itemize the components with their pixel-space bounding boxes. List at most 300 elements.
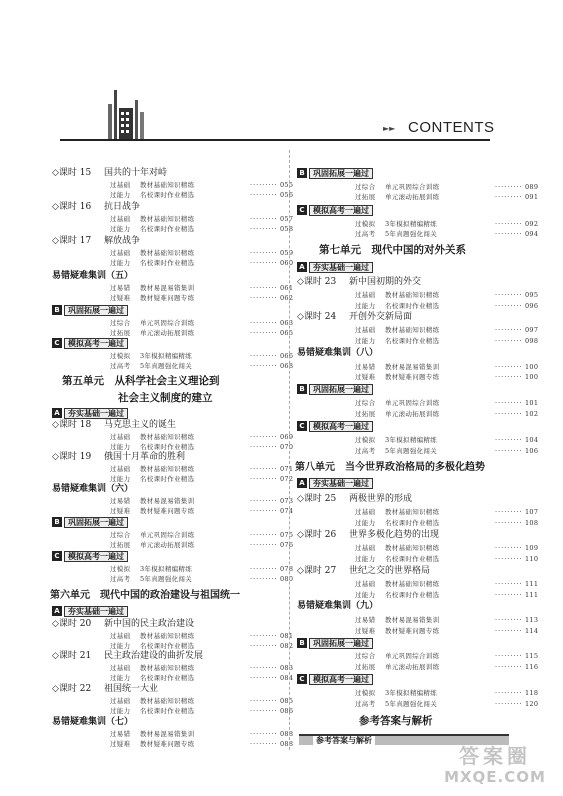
sub-text: 名校课时作业精选 — [385, 337, 440, 345]
sub-entry[interactable] — [110, 696, 293, 706]
page-number: 110 — [525, 555, 539, 563]
sub-text: 名校课时作业精选 — [140, 225, 195, 233]
sub-text: 5年真题强化闯关 — [140, 575, 193, 583]
sub-label: 过综合 — [355, 183, 376, 191]
sub-label: 过基础 — [110, 465, 131, 473]
section-b-heading[interactable] — [297, 638, 373, 650]
page-number: 083 — [280, 664, 294, 672]
page-number: 062 — [280, 294, 294, 302]
lesson-title: 两极世界的形成 — [349, 494, 413, 504]
lesson-number: ◇课时 21 — [52, 651, 92, 661]
sub-text: 教材基础知识精练 — [385, 326, 440, 334]
lesson-number: ◇课时 23 — [297, 277, 337, 287]
sub-text: 5年真题强化闯关 — [385, 230, 438, 238]
page-number: 063 — [280, 319, 294, 327]
header-arrows: ►► — [383, 124, 396, 133]
sub-text: 教材基础知识精练 — [140, 215, 195, 223]
leader-dots: ········· — [495, 230, 523, 238]
sub-label: 过高考 — [355, 230, 376, 238]
leader-dots: ········· — [495, 700, 523, 708]
sub-label: 过基础 — [110, 249, 131, 257]
lesson-27[interactable] — [297, 566, 430, 577]
lesson-21[interactable] — [52, 651, 203, 662]
lesson-title: 马克思主义的诞生 — [104, 420, 177, 430]
page-number: 081 — [280, 632, 294, 640]
lesson-number: ◇课时 17 — [52, 236, 92, 246]
sub-entry[interactable] — [355, 615, 538, 625]
leader-dots: ········· — [495, 183, 523, 191]
page-number: 075 — [280, 531, 294, 539]
sub-text: 3年模拟精编精练 — [385, 220, 438, 228]
sub-label: 过基础 — [355, 508, 376, 516]
section-letter-badge: A — [297, 478, 307, 488]
page-number: 102 — [525, 410, 539, 418]
page-number: 084 — [280, 674, 294, 682]
sub-text: 3年模拟精编精练 — [385, 436, 438, 444]
leader-dots: ········· — [250, 541, 278, 549]
sub-text: 教材基础知识精练 — [140, 249, 195, 257]
page-number: 088 — [280, 730, 294, 738]
sub-entry[interactable] — [110, 248, 293, 258]
lesson-25[interactable] — [297, 494, 412, 505]
leader-dots: ········· — [250, 697, 278, 705]
header-title: CONTENTS — [408, 119, 495, 136]
page-number: 060 — [280, 259, 294, 267]
leader-dots: ········· — [495, 410, 523, 418]
lesson-22[interactable] — [52, 684, 158, 695]
section-letter-badge: C — [297, 421, 307, 431]
sub-entry[interactable] — [110, 464, 293, 474]
section-c-heading[interactable] — [297, 205, 373, 217]
sub-label: 过能力 — [355, 519, 376, 527]
sub-entry[interactable] — [110, 631, 293, 641]
unit-8-heading[interactable]: 第八单元 当今世界政治格局的多极化趋势 — [295, 462, 485, 473]
page-number: 088 — [280, 740, 294, 748]
page-number: 061 — [280, 284, 294, 292]
lesson-17[interactable] — [52, 236, 140, 247]
section-letter-badge: B — [297, 384, 307, 394]
sub-label: 过能力 — [355, 302, 376, 310]
leader-dots: ········· — [250, 362, 278, 370]
sub-entry[interactable] — [110, 663, 293, 673]
lesson-19[interactable] — [52, 452, 185, 463]
sub-entry[interactable] — [355, 219, 538, 229]
sub-entry[interactable] — [355, 590, 538, 600]
lesson-title: 抗日战争 — [104, 202, 141, 212]
page-number: 086 — [280, 707, 294, 715]
sub-text: 教材基础知识精练 — [140, 697, 195, 705]
sub-entry[interactable] — [110, 258, 293, 268]
sub-entry[interactable] — [110, 190, 293, 200]
sub-entry[interactable] — [355, 398, 538, 408]
page-number: 095 — [525, 291, 539, 299]
lesson-number: ◇课时 15 — [52, 168, 92, 178]
sub-text: 教材易混易错集训 — [385, 616, 440, 624]
sub-label: 过基础 — [110, 181, 131, 189]
section-b-heading[interactable] — [297, 384, 373, 396]
leader-dots: ········· — [250, 294, 278, 302]
sub-entry[interactable] — [110, 496, 293, 506]
leader-dots: ········· — [250, 707, 278, 715]
sub-label: 过综合 — [355, 652, 376, 660]
leader-dots: ········· — [495, 663, 523, 671]
leader-dots: ········· — [250, 181, 278, 189]
leader-dots: ········· — [250, 352, 278, 360]
sub-entry[interactable] — [110, 506, 293, 516]
sub-entry[interactable] — [355, 182, 538, 192]
sub-text: 单元巩固综合训练 — [140, 319, 195, 327]
sub-entry[interactable] — [110, 432, 293, 442]
sub-text: 单元巩固综合训练 — [385, 652, 440, 660]
sub-label: 过易错 — [355, 363, 376, 371]
sub-label: 过模拟 — [355, 689, 376, 697]
leader-dots: ········· — [250, 531, 278, 539]
section-letter-badge: C — [297, 205, 307, 215]
section-a-heading[interactable] — [52, 408, 128, 420]
sub-text: 教材疑难问题专练 — [140, 740, 195, 748]
sub-text: 单元巩固综合训练 — [140, 531, 195, 539]
page-number: 071 — [280, 465, 294, 473]
sub-text: 单元滚动拓展训练 — [385, 663, 440, 671]
sub-entry[interactable] — [110, 530, 293, 540]
sub-label: 过基础 — [355, 326, 376, 334]
sub-entry[interactable] — [110, 442, 293, 452]
sub-text: 名校课时作业精选 — [385, 555, 440, 563]
leader-dots: ········· — [495, 508, 523, 516]
leader-dots: ········· — [495, 519, 523, 527]
page-number: 092 — [525, 220, 539, 228]
sub-text: 教材易混易错集训 — [385, 363, 440, 371]
sub-text: 3年模拟精编精练 — [140, 565, 193, 573]
watermark-url: MXQE.COM — [444, 768, 546, 786]
section-letter-badge: B — [52, 305, 62, 315]
section-b-heading[interactable] — [52, 517, 128, 529]
section-c-heading[interactable] — [297, 421, 373, 433]
sub-entry[interactable] — [355, 507, 538, 517]
sub-entry[interactable] — [355, 301, 538, 311]
sub-label: 过拓展 — [355, 193, 376, 201]
sub-label: 过基础 — [110, 215, 131, 223]
sub-text: 教材基础知识精练 — [385, 580, 440, 588]
watermark-text: 答案圈 — [459, 744, 531, 768]
page-number: 065 — [280, 329, 294, 337]
leader-dots: ········· — [495, 220, 523, 228]
sub-label: 过模拟 — [110, 565, 131, 573]
sub-label: 过能力 — [110, 475, 131, 483]
leader-dots: ········· — [495, 399, 523, 407]
sub-entry[interactable] — [110, 328, 293, 338]
sub-entry[interactable] — [110, 706, 293, 716]
page-number: 096 — [525, 302, 539, 310]
sub-label: 过基础 — [355, 544, 376, 552]
sub-text: 教材基础知识精练 — [385, 291, 440, 299]
section-letter-badge: C — [52, 338, 62, 348]
leader-dots: ········· — [495, 591, 523, 599]
page-number: 066 — [280, 352, 294, 360]
section-letter-badge: C — [52, 551, 62, 561]
unit-7-heading[interactable]: 第七单元 现代中国的对外关系 — [319, 244, 466, 256]
section-letter-badge: A — [297, 262, 307, 272]
leader-dots: ········· — [495, 373, 523, 381]
section-title: 夯实基础一遍过 — [309, 262, 373, 273]
sub-entry[interactable] — [355, 192, 538, 202]
unit-5-heading[interactable]: 第五单元 从科学社会主义理论到 — [62, 375, 220, 387]
page-number: 101 — [525, 399, 539, 407]
page-number: 057 — [280, 215, 294, 223]
section-title: 巩固拓展一遍过 — [309, 168, 373, 179]
section-letter-badge: B — [297, 168, 307, 178]
sub-entry[interactable] — [110, 224, 293, 234]
sub-label: 过高考 — [110, 575, 131, 583]
leader-dots: ········· — [495, 337, 523, 345]
lesson-title: 新中国初期的外交 — [349, 277, 422, 287]
sub-entry[interactable] — [110, 540, 293, 550]
sub-entry[interactable] — [355, 409, 538, 419]
page-number: 080 — [280, 575, 294, 583]
leader-dots: ········· — [495, 326, 523, 334]
page-number: 111 — [525, 591, 539, 599]
review-heading-5[interactable]: 易错疑难集训（五） — [52, 271, 134, 281]
sub-text: 教材疑难问题专练 — [385, 627, 440, 635]
sub-label: 过模拟 — [355, 220, 376, 228]
sub-text: 名校课时作业精选 — [140, 443, 195, 451]
sub-entry[interactable] — [110, 564, 293, 574]
sub-entry[interactable] — [355, 229, 538, 239]
leader-dots: ········· — [495, 363, 523, 371]
section-title: 模拟高考一遍过 — [64, 551, 128, 562]
sub-text: 单元滚动拓展训练 — [140, 329, 195, 337]
page-number: 111 — [525, 580, 539, 588]
lesson-title: 开创外交新局面 — [349, 312, 413, 322]
page-number: 120 — [525, 700, 539, 708]
sub-label: 过疑难 — [355, 373, 376, 381]
sub-text: 单元巩固综合训练 — [385, 399, 440, 407]
sub-text: 单元滚动拓展训练 — [140, 541, 195, 549]
leader-dots: ········· — [250, 575, 278, 583]
sub-label: 过基础 — [110, 433, 131, 441]
lesson-20[interactable] — [52, 619, 194, 630]
lesson-number: ◇课时 18 — [52, 420, 92, 430]
sub-entry[interactable] — [355, 446, 538, 456]
sub-label: 过综合 — [110, 531, 131, 539]
sub-entry[interactable] — [110, 361, 293, 371]
sub-entry[interactable] — [110, 739, 293, 749]
leader-dots: ········· — [495, 193, 523, 201]
lesson-number: ◇课时 20 — [52, 619, 92, 629]
sub-text: 名校课时作业精选 — [140, 674, 195, 682]
page-number: 059 — [280, 249, 294, 257]
leader-dots: ········· — [250, 443, 278, 451]
sub-text: 教材疑难问题专练 — [140, 507, 195, 515]
sub-text: 教材基础知识精练 — [140, 632, 195, 640]
sub-label: 过能力 — [110, 191, 131, 199]
sub-label: 过高考 — [355, 447, 376, 455]
section-c-heading[interactable] — [52, 338, 128, 350]
leader-dots: ········· — [495, 544, 523, 552]
page-number: 069 — [280, 433, 294, 441]
lesson-number: ◇课时 19 — [52, 452, 92, 462]
leader-dots: ········· — [250, 215, 278, 223]
section-a-heading[interactable] — [52, 606, 128, 618]
leader-dots: ········· — [495, 627, 523, 635]
page-number: 100 — [525, 373, 539, 381]
lesson-title: 国共的十年对峙 — [104, 168, 168, 178]
sub-entry[interactable] — [355, 336, 538, 346]
lesson-15[interactable] — [52, 168, 167, 179]
sub-entry[interactable] — [355, 518, 538, 528]
sub-entry[interactable] — [110, 214, 293, 224]
sub-entry[interactable] — [110, 729, 293, 739]
sub-label: 过拓展 — [110, 329, 131, 337]
sub-entry[interactable] — [355, 290, 538, 300]
sub-text: 名校课时作业精选 — [140, 475, 195, 483]
sub-entry[interactable] — [355, 325, 538, 335]
sub-entry[interactable] — [110, 318, 293, 328]
lesson-number: ◇课时 25 — [297, 494, 337, 504]
sub-label: 过基础 — [110, 632, 131, 640]
section-a-heading[interactable] — [297, 478, 373, 490]
leader-dots: ········· — [250, 191, 278, 199]
sub-entry[interactable] — [355, 579, 538, 589]
sub-entry[interactable] — [110, 180, 293, 190]
lesson-number: ◇课时 24 — [297, 312, 337, 322]
sub-label: 过能力 — [110, 642, 131, 650]
answers-bar-label: 参考答案与解析 — [313, 736, 375, 745]
sub-label: 过疑难 — [355, 627, 376, 635]
sub-text: 名校课时作业精选 — [140, 707, 195, 715]
sub-text: 教材易混易错集训 — [140, 497, 195, 505]
lesson-24[interactable] — [297, 312, 412, 323]
sub-text: 教材疑难问题专练 — [385, 373, 440, 381]
sub-label: 过能力 — [110, 443, 131, 451]
lesson-number: ◇课时 27 — [297, 566, 337, 576]
leader-dots: ········· — [250, 329, 278, 337]
leader-dots: ········· — [250, 465, 278, 473]
page-number: 076 — [280, 541, 294, 549]
page-number: 113 — [525, 616, 539, 624]
right-column — [297, 0, 547, 796]
leader-dots: ········· — [250, 475, 278, 483]
section-title: 夯实基础一遍过 — [64, 606, 128, 617]
page-number: 085 — [280, 697, 294, 705]
leader-dots: ········· — [250, 507, 278, 515]
section-title: 夯实基础一遍过 — [309, 478, 373, 489]
review-heading-7[interactable]: 易错疑难集训（七） — [52, 717, 134, 727]
sub-label: 过拓展 — [355, 410, 376, 418]
lesson-18[interactable] — [52, 420, 176, 431]
lesson-26[interactable] — [297, 530, 439, 541]
sub-text: 名校课时作业精选 — [385, 302, 440, 310]
sub-entry[interactable] — [355, 626, 538, 636]
page-number: 115 — [525, 652, 539, 660]
sub-label: 过基础 — [110, 664, 131, 672]
page-number: 073 — [280, 497, 294, 505]
lesson-title: 俄国十月革命的胜利 — [104, 452, 186, 462]
sub-text: 教材基础知识精练 — [140, 465, 195, 473]
sub-text: 教材基础知识精练 — [140, 433, 195, 441]
page-number: 098 — [525, 337, 539, 345]
sub-entry[interactable] — [355, 554, 538, 564]
page-number: 109 — [525, 544, 539, 552]
sub-entry[interactable] — [355, 651, 538, 661]
page-number: 056 — [280, 191, 294, 199]
sub-label: 过能力 — [110, 259, 131, 267]
sub-label: 过综合 — [355, 399, 376, 407]
sub-entry[interactable] — [355, 662, 538, 672]
section-title: 模拟高考一遍过 — [309, 421, 373, 432]
sub-entry[interactable] — [355, 362, 538, 372]
lesson-number: ◇课时 16 — [52, 202, 92, 212]
section-letter-badge: C — [297, 674, 307, 684]
watermark — [432, 744, 558, 792]
sub-label: 过拓展 — [355, 663, 376, 671]
unit-6-heading[interactable]: 第六单元 现代中国的政治建设与祖国统一 — [50, 590, 240, 601]
sub-text: 教材疑难问题专练 — [140, 294, 195, 302]
page-number: 070 — [280, 443, 294, 451]
section-b-heading[interactable] — [52, 305, 128, 317]
section-title: 巩固拓展一遍过 — [309, 638, 373, 649]
section-a-heading[interactable] — [297, 262, 373, 274]
section-letter-badge: B — [52, 517, 62, 527]
page-number: 091 — [525, 193, 539, 201]
page-number: 074 — [280, 507, 294, 515]
sub-label: 过模拟 — [110, 352, 131, 360]
lesson-23[interactable] — [297, 277, 421, 288]
sub-entry[interactable] — [355, 435, 538, 445]
section-b-heading[interactable] — [297, 168, 373, 180]
sub-text: 单元巩固综合训练 — [385, 183, 440, 191]
leader-dots: ········· — [250, 259, 278, 267]
lesson-16[interactable] — [52, 202, 140, 213]
review-heading-8[interactable]: 易错疑难集训（八） — [297, 348, 379, 358]
sub-label: 过模拟 — [355, 436, 376, 444]
sub-label: 过高考 — [355, 700, 376, 708]
sub-entry[interactable] — [355, 688, 538, 698]
lesson-title: 新中国的民主政治建设 — [104, 619, 195, 629]
section-title: 模拟高考一遍过 — [309, 674, 373, 685]
sub-entry[interactable] — [355, 699, 538, 709]
leader-dots: ········· — [250, 740, 278, 748]
answers-heading[interactable]: 参考答案与解析 — [359, 715, 433, 727]
sub-entry[interactable] — [110, 574, 293, 584]
section-title: 模拟高考一遍过 — [309, 205, 373, 216]
sub-entry[interactable] — [110, 293, 293, 303]
section-letter-badge: A — [52, 408, 62, 418]
unit-5-heading-line2: 社会主义制度的建立 — [118, 392, 213, 404]
section-c-heading[interactable] — [52, 551, 128, 563]
leader-dots: ········· — [250, 225, 278, 233]
review-heading-6[interactable]: 易错疑难集训（六） — [52, 484, 134, 494]
sub-entry[interactable] — [110, 641, 293, 651]
page-number: 089 — [525, 183, 539, 191]
review-heading-9[interactable]: 易错疑难集训（九） — [297, 601, 379, 611]
section-c-heading[interactable] — [297, 674, 373, 686]
sub-entry[interactable] — [110, 474, 293, 484]
sub-text: 教材基础知识精练 — [140, 181, 195, 189]
sub-entry[interactable] — [110, 351, 293, 361]
sub-entry[interactable] — [355, 372, 538, 382]
sub-text: 名校课时作业精选 — [140, 642, 195, 650]
page-number: 104 — [525, 436, 539, 444]
sub-entry[interactable] — [110, 283, 293, 293]
sub-entry[interactable] — [110, 673, 293, 683]
sub-text: 名校课时作业精选 — [140, 259, 195, 267]
leader-dots: ········· — [250, 565, 278, 573]
section-title: 巩固拓展一遍过 — [64, 305, 128, 316]
sub-text: 教材基础知识精练 — [385, 544, 440, 552]
column-divider — [289, 150, 290, 750]
sub-entry[interactable] — [355, 543, 538, 553]
